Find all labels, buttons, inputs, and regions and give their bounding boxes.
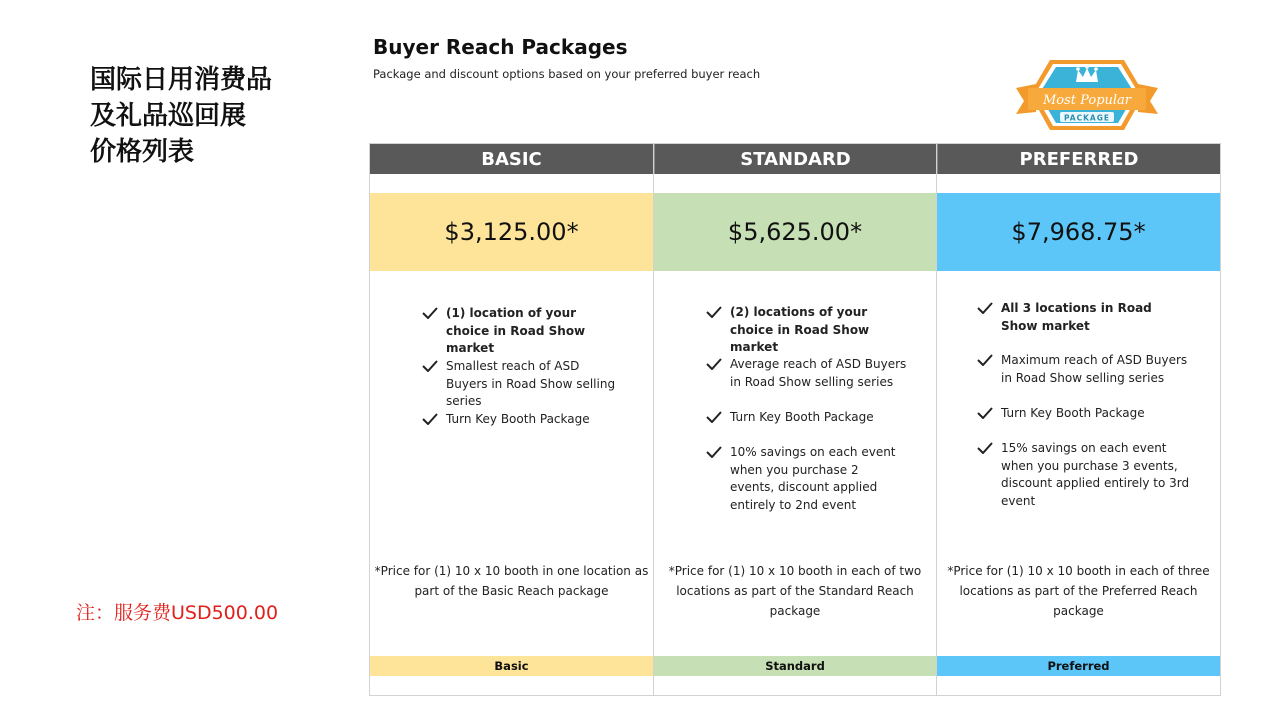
package-header: PREFERRED: [937, 144, 1220, 174]
slide-title-line-2: 及礼品巡回展: [90, 101, 247, 131]
package-price: $5,625.00*: [654, 193, 936, 271]
feature-text: 10% savings on each event when you purchase 2 events, discount applied entirely to 2nd event: [730, 445, 896, 512]
package-header: BASIC: [370, 144, 653, 174]
service-fee-note: 注：服务费USD500.00: [76, 602, 279, 624]
feature-text: (1) location of your choice in Road Show market: [446, 306, 586, 355]
checkmark-icon: [977, 405, 1001, 423]
slide-title-line-3: 价格列表: [90, 137, 195, 167]
feature-item: [706, 444, 896, 514]
feature-item: [422, 411, 622, 429]
feature-text: Turn Key Booth Package: [730, 410, 874, 424]
feature-text: Turn Key Booth Package: [446, 412, 590, 426]
package-footer-label: Basic: [370, 656, 653, 676]
feature-text: Average reach of ASD Buyers in Road Show selling series: [730, 357, 907, 389]
feature-item: [977, 440, 1197, 510]
checkmark-icon: [977, 352, 1001, 387]
package-price-note: *Price for (1) 10 x 10 booth in each of two locations as part of the Standard Reach package: [668, 564, 922, 618]
slide-title-line-1: 国际日用消费品: [90, 65, 273, 95]
package-header: STANDARD: [654, 144, 936, 174]
feature-text: Smallest reach of ASD Buyers in Road Show selling series: [446, 359, 616, 408]
package-column-preferred: [937, 144, 1220, 695]
feature-text: All 3 locations in Road Show market: [1001, 301, 1152, 333]
feature-item: [706, 409, 911, 427]
checkmark-icon: [422, 305, 446, 358]
package-footer-label: Standard: [654, 656, 936, 676]
slide-title: [90, 62, 340, 170]
checkmark-icon: [977, 440, 1001, 510]
checkmark-icon: [706, 444, 730, 514]
package-price: $3,125.00*: [370, 193, 653, 271]
package-footer-label: Preferred: [937, 656, 1220, 676]
checkmark-icon: [977, 300, 1001, 335]
checkmark-icon: [422, 411, 446, 429]
feature-text: 15% savings on each event when you purchase 3 events, discount applied entirely to 3rd event: [1001, 441, 1190, 508]
document-heading: Buyer Reach Packages: [373, 35, 628, 59]
pricing-table: [369, 143, 1221, 696]
feature-item: [977, 300, 1197, 335]
package-price-note: *Price for (1) 10 x 10 booth in one location as part of the Basic Reach package: [374, 564, 649, 598]
feature-text: (2) locations of your choice in Road Show market: [730, 305, 870, 354]
checkmark-icon: [706, 356, 730, 391]
feature-item: [706, 304, 911, 357]
badge-line2: PACKAGE: [1063, 113, 1111, 123]
feature-item: [706, 356, 911, 391]
badge-graphic: [1014, 56, 1160, 134]
most-popular-badge: [1014, 56, 1160, 134]
package-price: $7,968.75*: [937, 193, 1220, 271]
feature-text: Turn Key Booth Package: [1001, 406, 1145, 420]
checkmark-icon: [422, 358, 446, 411]
package-price-note: *Price for (1) 10 x 10 booth in each of three locations as part of the Preferred Reach package: [947, 564, 1210, 618]
checkmark-icon: [706, 304, 730, 357]
feature-text: Maximum reach of ASD Buyers in Road Show selling series: [1001, 353, 1188, 385]
checkmark-icon: [706, 409, 730, 427]
package-column-standard: [654, 144, 937, 695]
feature-item: [977, 352, 1197, 387]
package-column-basic: [370, 144, 654, 695]
badge-line1: Most Popular: [1042, 93, 1132, 108]
document-subheading: Package and discount options based on your preferred buyer reach: [373, 67, 761, 81]
feature-item: [977, 405, 1197, 423]
feature-item: [422, 305, 622, 358]
feature-item: [422, 358, 622, 411]
